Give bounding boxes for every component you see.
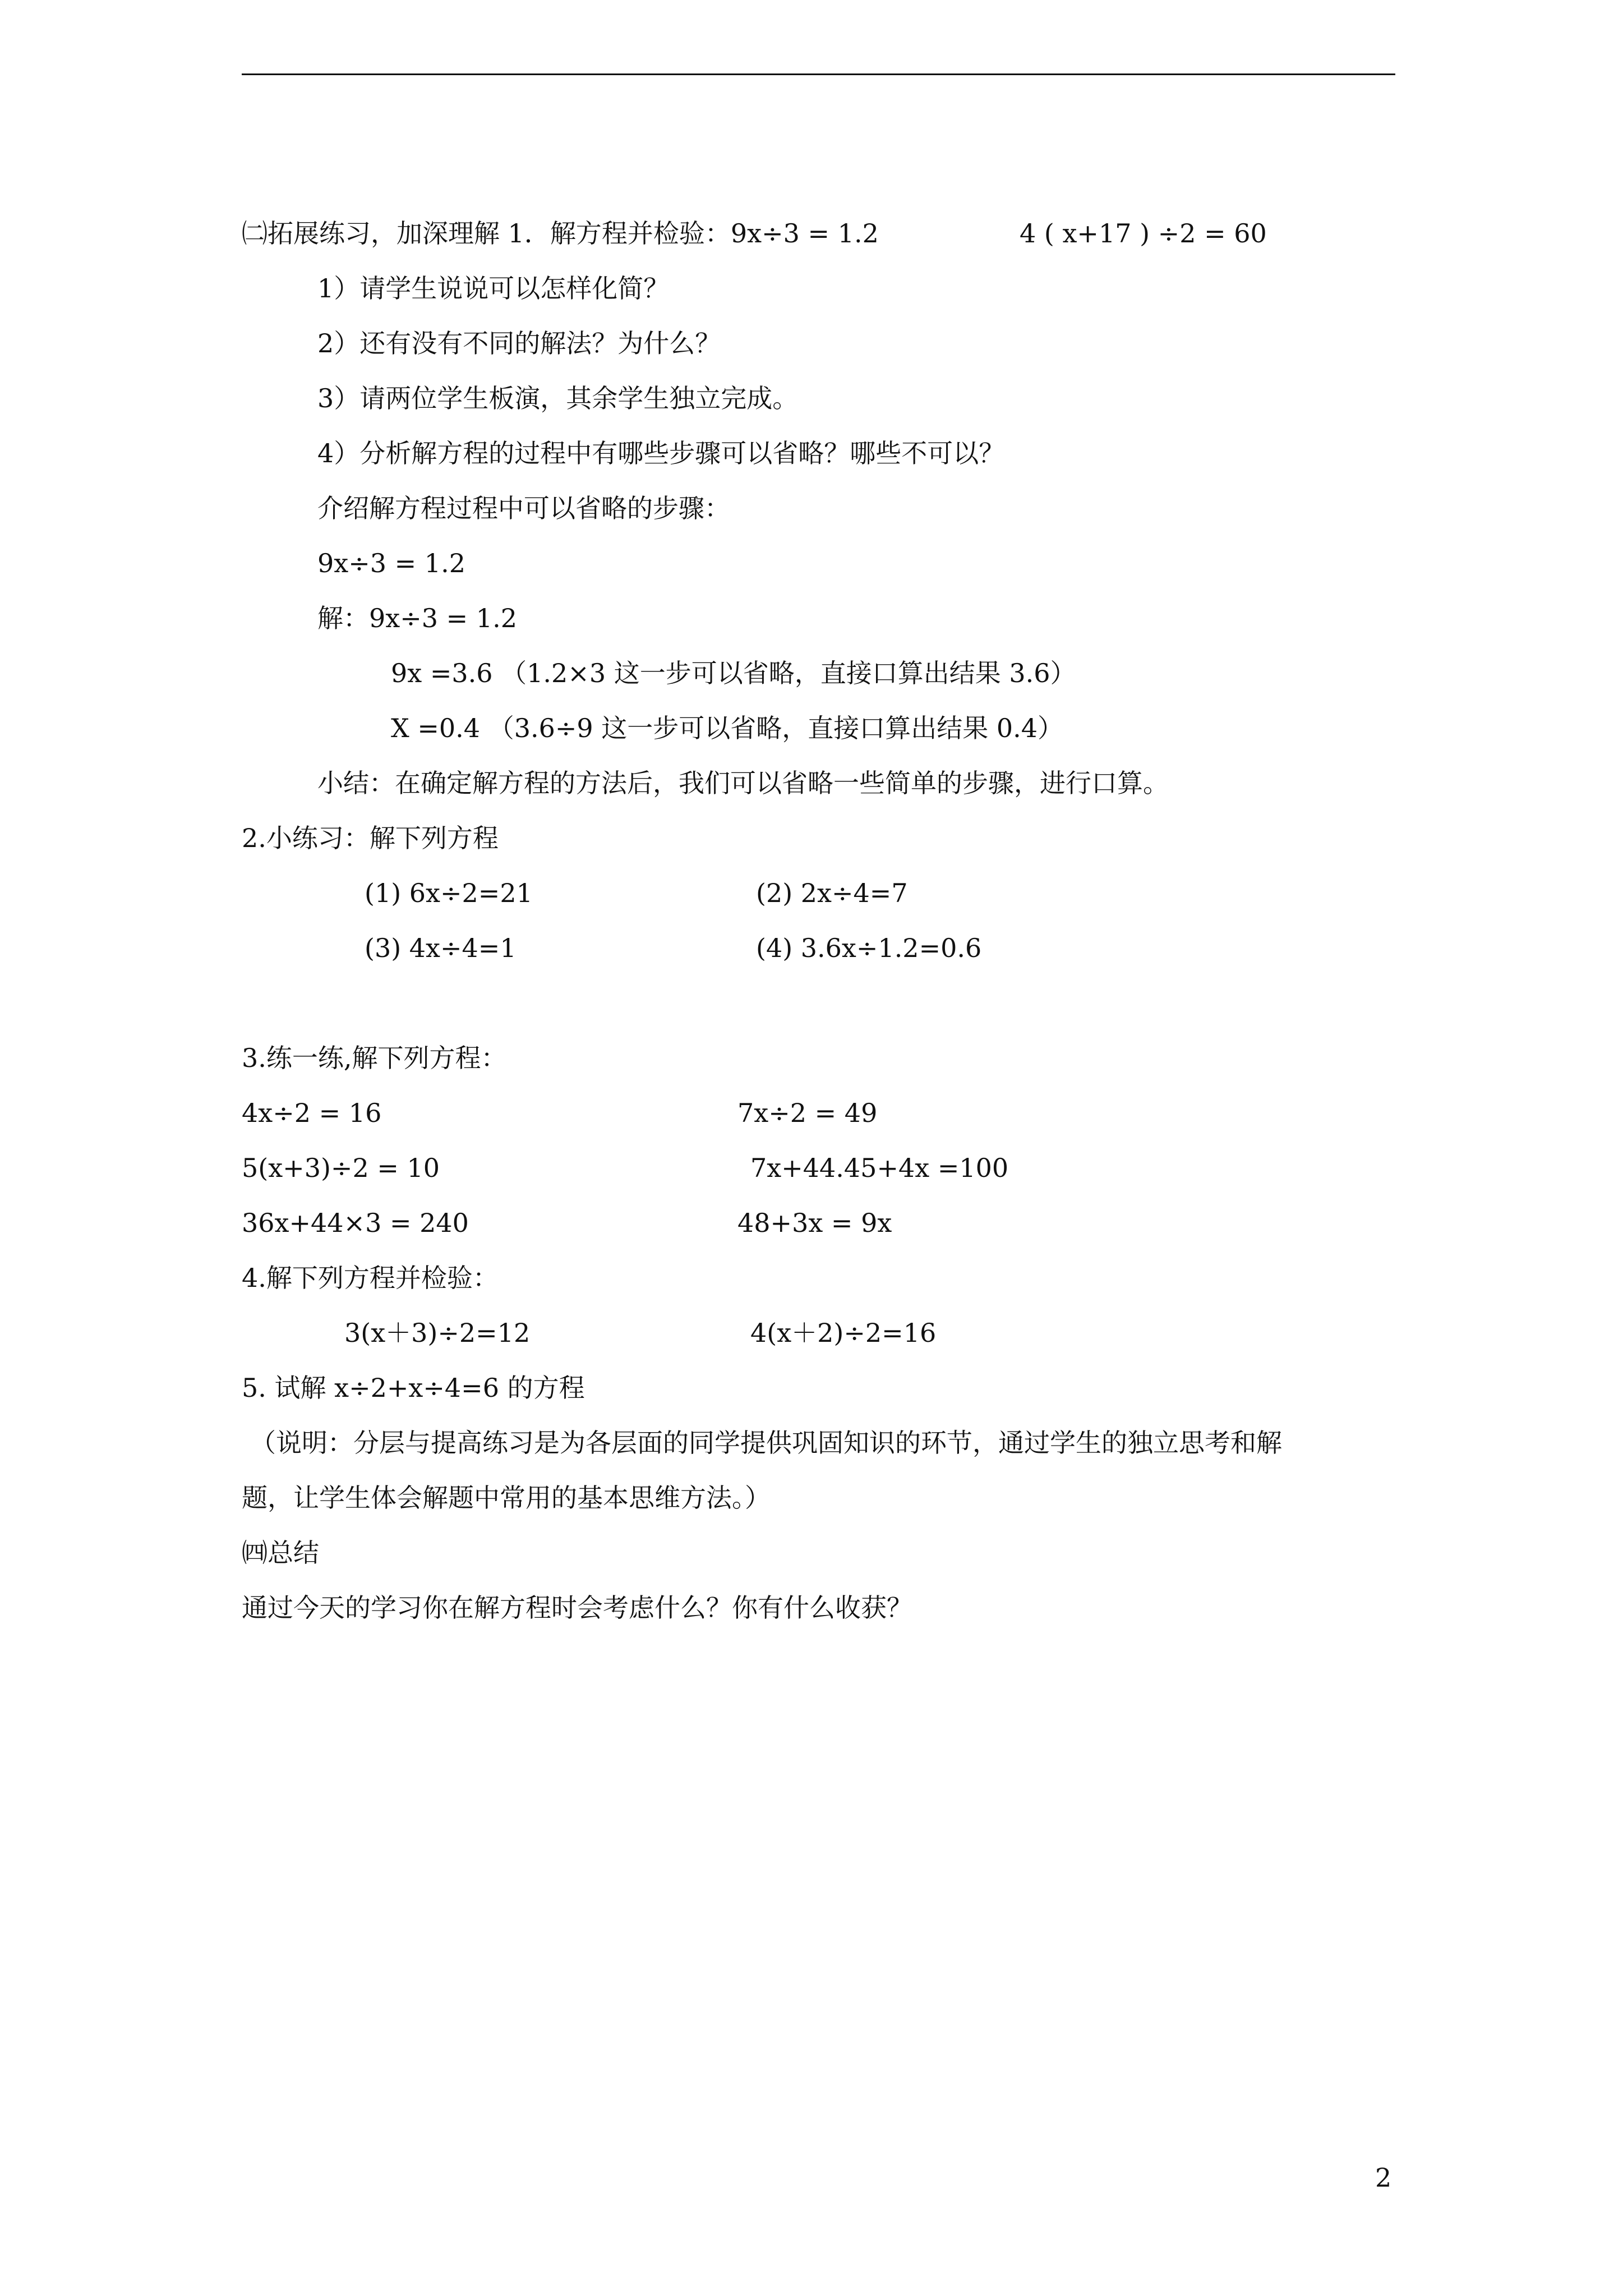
page-number: 2 (1375, 2162, 1392, 2193)
example-equation: 9x÷3 = 1.2 (317, 548, 465, 578)
check-eq-1: 3(x＋3)÷2=12 (344, 1318, 531, 1348)
exercise-eq-2: 7x÷2 = 49 (737, 1098, 878, 1128)
section-2-extension-heading: ㈡拓展练习，加深理解 1．解方程并检验：9x÷3 = 1.2 (242, 218, 879, 249)
practice-eq-4: (4) 3.6x÷1.2=0.6 (756, 933, 982, 963)
practice-eq-1: (1) 6x÷2=21 (365, 878, 533, 908)
practice-eq-2: (2) 2x÷4=7 (756, 878, 908, 908)
exercise-eq-1: 4x÷2 = 16 (242, 1098, 382, 1128)
practice-3-heading: 3.练一练,解下列方程： (242, 1043, 507, 1073)
solution-line-1: 解：9x÷3 = 1.2 (317, 603, 517, 633)
header-rule (242, 73, 1395, 75)
summary-question: 通过今天的学习你在解方程时会考虑什么？你有什么收获？ (242, 1593, 912, 1623)
exercise-eq-3: 5(x+3)÷2 = 10 (242, 1153, 440, 1183)
section-4-summary-heading: ㈣总结 (242, 1538, 319, 1568)
step-3: 3）请两位学生板演，其余学生独立完成。 (317, 383, 799, 413)
exercise-eq-6: 48+3x = 9x (737, 1208, 892, 1238)
note-line-1: （说明：分层与提高练习是为各层面的同学提供巩固知识的环节，通过学生的独立思考和解 (250, 1428, 1282, 1458)
practice-2-heading: 2.小练习：解下列方程 (242, 823, 499, 853)
summary-line: 小结：在确定解方程的方法后，我们可以省略一些简单的步骤，进行口算。 (317, 768, 1169, 798)
practice-eq-3: (3) 4x÷4=1 (365, 933, 517, 963)
solution-line-3: X =0.4 （3.6÷9 这一步可以省略，直接口算出结果 0.4） (391, 713, 1064, 743)
intro-omit-steps: 介绍解方程过程中可以省略的步骤： (317, 493, 730, 523)
exercise-eq-4: 7x+44.45+4x =100 (750, 1153, 1009, 1183)
step-1: 1）请学生说说可以怎样化简？ (317, 273, 670, 303)
equation-2: 4 ( x+17 ) ÷2 = 60 (1020, 218, 1267, 249)
practice-4-heading: 4.解下列方程并检验： (242, 1263, 499, 1293)
exercise-eq-5: 36x+44×3 = 240 (242, 1208, 469, 1238)
check-eq-2: 4(x＋2)÷2=16 (750, 1318, 937, 1348)
solution-line-2: 9x =3.6 （1.2×3 这一步可以省略，直接口算出结果 3.6） (391, 658, 1076, 688)
step-2: 2）还有没有不同的解法？为什么？ (317, 328, 721, 358)
note-line-2: 题，让学生体会解题中常用的基本思维方法。） (242, 1483, 771, 1513)
practice-5-heading: 5. 试解 x÷2+x÷4=6 的方程 (242, 1373, 585, 1403)
step-4: 4）分析解方程的过程中有哪些步骤可以省略？哪些不可以？ (317, 438, 1005, 468)
